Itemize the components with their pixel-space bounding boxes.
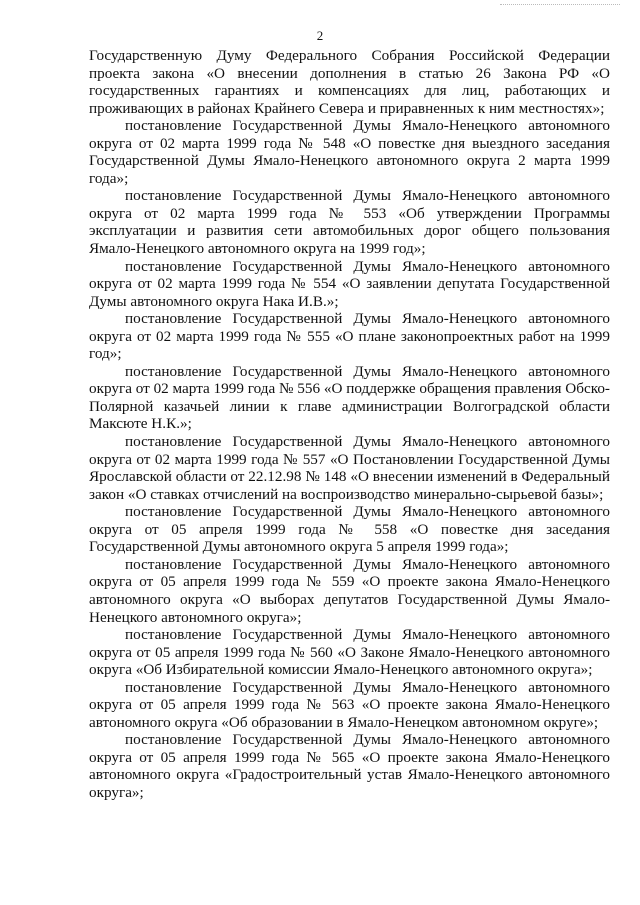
paragraph: постановление Государственной Думы Ямало-Ненецкого автономного округа от 05 апреля 1999 года № 559 «О проекте закона Ямало-Ненецкого автономного округа «О выборах депутатов Государственной Думы Ямало-Ненецкого автономного округа»;	[89, 555, 610, 626]
paragraph: постановление Государственной Думы Ямало-Ненецкого автономного округа от 02 марта 1999 года № 556 «О поддержке обращения правления Обско-Полярной казачьей линии к главе администрации Волгоградской области Максюте Н.К.»;	[89, 362, 610, 433]
paragraph: постановление Государственной Думы Ямало-Ненецкого автономного округа от 05 апреля 1999 года № 565 «О проекте закона Ямало-Ненецкого автономного округа «Градостроительный устав Ямало-Ненецкого автономного округа»;	[89, 731, 610, 801]
scan-edge-mark	[500, 4, 620, 7]
paragraph: постановление Государственной Думы Ямало-Ненецкого автономного округа от 05 апреля 1999 года № 560 «О Законе Ямало-Ненецкого автономного округа «Об Избирательной комиссии Ямало-Ненецкого автономного округа»;	[89, 626, 610, 679]
paragraph: постановление Государственной Думы Ямало-Ненецкого автономного округа от 05 апреля 1999 года № 563 «О проекте закона Ямало-Ненецкого автономного округа «Об образовании в Ямало-Ненецком автономном округе»;	[89, 678, 610, 731]
paragraph: постановление Государственной Думы Ямало-Ненецкого автономного округа от 05 апреля 1999 года № 558 «О повестке дня заседания Государственной Думы автономного округа 5 апреля 1999 года»;	[89, 503, 610, 556]
paragraph: постановление Государственной Думы Ямало-Ненецкого автономного округа от 02 марта 1999 года № 548 «О повестке дня выездного заседания Государственной Думы Ямало-Ненецкого автономного округа 2 марта 1999 года»;	[89, 117, 610, 187]
page-number: 2	[316, 28, 324, 43]
paragraph: постановление Государственной Думы Ямало-Ненецкого автономного округа от 02 марта 1999 года № 555 «О плане законопроектных работ на 1999 год»;	[89, 310, 610, 363]
paragraph: постановление Государственной Думы Ямало-Ненецкого автономного округа от 02 марта 1999 года № 557 «О Постановлении Государственной Думы Ярославской области от 22.12.98 № 148 «О внесении изменений в Федеральный закон «О ставках отчислений на воспроизводство минерально-сырьевой базы»;	[89, 433, 610, 503]
paragraph: постановление Государственной Думы Ямало-Ненецкого автономного округа от 02 марта 1999 года № 554 «О заявлении депутата Государственной Думы автономного округа Нака И.В.»;	[89, 257, 610, 310]
document-body	[89, 47, 610, 802]
paragraph: постановление Государственной Думы Ямало-Ненецкого автономного округа от 02 марта 1999 года № 553 «Об утверждении Программы эксплуатации и развития сети автомобильных дорог общего пользования Ямало-Ненецкого автономного округа на 1999 год»;	[89, 187, 610, 258]
paragraph: Государственную Думу Федерального Собрания Российской Федерации проекта закона «О внесении дополнения в статью 26 Закона РФ «О государственных гарантиях и компенсациях для лиц, работающих и проживающих в районах Крайнего Севера и приравненных к ним местностях»;	[89, 47, 610, 117]
